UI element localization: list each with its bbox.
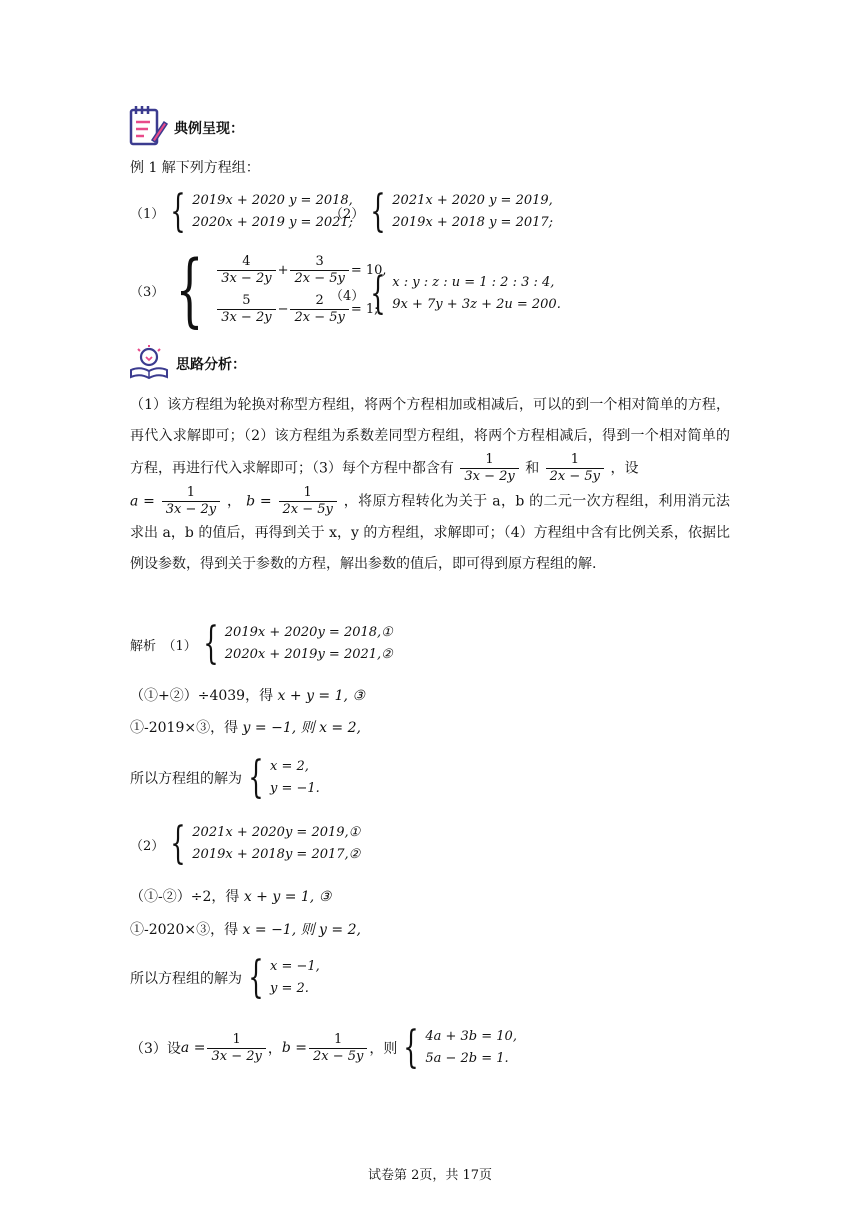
brace-icon: {: [248, 952, 264, 1003]
equation: 2019x + 2018y = 2017,②: [192, 847, 361, 862]
problem-2-label: （2）: [330, 206, 365, 222]
brace-icon: {: [370, 268, 386, 319]
solution-2-system: （2） { 2021x + 2020y = 2019,① 2019x + 2018y = 2017,②: [130, 818, 361, 869]
brace-icon: {: [175, 243, 204, 336]
equation: 2019x + 2020y = 2018,①: [224, 625, 393, 640]
brace-icon: {: [370, 186, 386, 237]
equation: 2020x + 2019y = 2021,②: [224, 647, 393, 662]
equation: 2019x + 2020 y = 2018,: [192, 193, 353, 208]
solution-step: ①-2020×③，得 x = −1, 则 y = 2,: [130, 922, 361, 938]
equation: 2020x + 2019 y = 2021;: [192, 215, 354, 230]
problem-4-label: （4）: [330, 288, 365, 304]
example-label: 例 1 解下列方程组：: [130, 160, 260, 176]
page-footer: 试卷第 2页，共 17页: [367, 1168, 493, 1183]
lightbulb-book-icon: [128, 344, 170, 384]
equation: x : y : z : u = 1 : 2 : 3 : 4,: [392, 275, 555, 290]
section-header-examples: [128, 104, 244, 152]
brace-icon: {: [170, 186, 186, 237]
solution-step: （①+②）÷4039，得 x + y = 1, ③: [130, 688, 365, 704]
problem-1: [130, 186, 354, 237]
problem-4: [330, 268, 561, 319]
equation: 2021x + 2020y = 2019,①: [192, 825, 361, 840]
equation-system: [364, 186, 554, 237]
brace-icon: {: [248, 752, 264, 803]
solution-step: （①-②）÷2，得 x + y = 1, ③: [130, 889, 332, 905]
section-title: 典例呈现：: [174, 121, 244, 137]
equation: 2019x + 2018 y = 2017;: [392, 215, 554, 230]
problem-3-label: （3）: [130, 284, 165, 300]
equation: 9x + 7y + 3z + 2u = 200.: [392, 297, 561, 312]
equation-system: [364, 268, 561, 319]
solution-answer: 所以方程组的解为 { x = −1, y = 2.: [130, 952, 320, 1003]
notepad-pen-icon: [128, 104, 168, 152]
solution-label: 解析 （1）: [130, 638, 197, 654]
brace-icon: {: [403, 1022, 420, 1073]
solution-step: ①-2019×③，得 y = −1, 则 x = 2,: [130, 720, 361, 736]
problem-1-label: （1）: [130, 206, 165, 222]
problem-2: [330, 186, 554, 237]
solution-answer: 所以方程组的解为 { x = 2, y = −1.: [130, 752, 320, 803]
section-header-analysis: [128, 344, 246, 384]
section-title: 思路分析：: [176, 357, 246, 373]
equation: 2021x + 2020 y = 2019,: [392, 193, 553, 208]
analysis-paragraph: （1）该方程组为轮换对称型方程组，将两个方程相加或相减后，可以的到一个相对简单的方程，再代入求解即可；（2）该方程组为系数差同型方程组，将两个方程相减后，得到一个相对简单的方程，再进行代入求解即可；（3）每个方程中都含有 $\frac{1}{3x - 2y}$ 和 $\frac{1}{2x - 5y}$ ，设 a = $\frac{1}{3x - 2y}$ ， b = $\frac{1}{2x - 5y}$ ，将原方程转化为关于 a，b 的二元一次方程组，利用消元法求出 a，b 的值后，再得到关于 x，y 的方程组，求解即可；（4）方程组中含有比例关系，依据比例设参数，得到关于参数的方程，解出参数的值后，即可得到原方程组的解.: [130, 397, 730, 572]
solution-3: （3）设 a = $\frac{1}{3x - 2y}$ ， b = $\frac{1}{2x - 5y}$ ，则 { 4a + 3b = 10, 5a − 2b = 1.: [130, 1022, 517, 1073]
brace-icon: {: [203, 618, 219, 669]
equation: $\frac{4}{3x - 2y}$ + $\frac{3}{2x - 5y}$ = 10,: [215, 254, 386, 287]
brace-icon: {: [170, 818, 186, 869]
equation-system: [164, 186, 354, 237]
solution-1-system: [130, 618, 393, 669]
equation: $\frac{5}{3x - 2y}$ − $\frac{2}{2x - 5y}$ = 1;: [215, 293, 386, 326]
